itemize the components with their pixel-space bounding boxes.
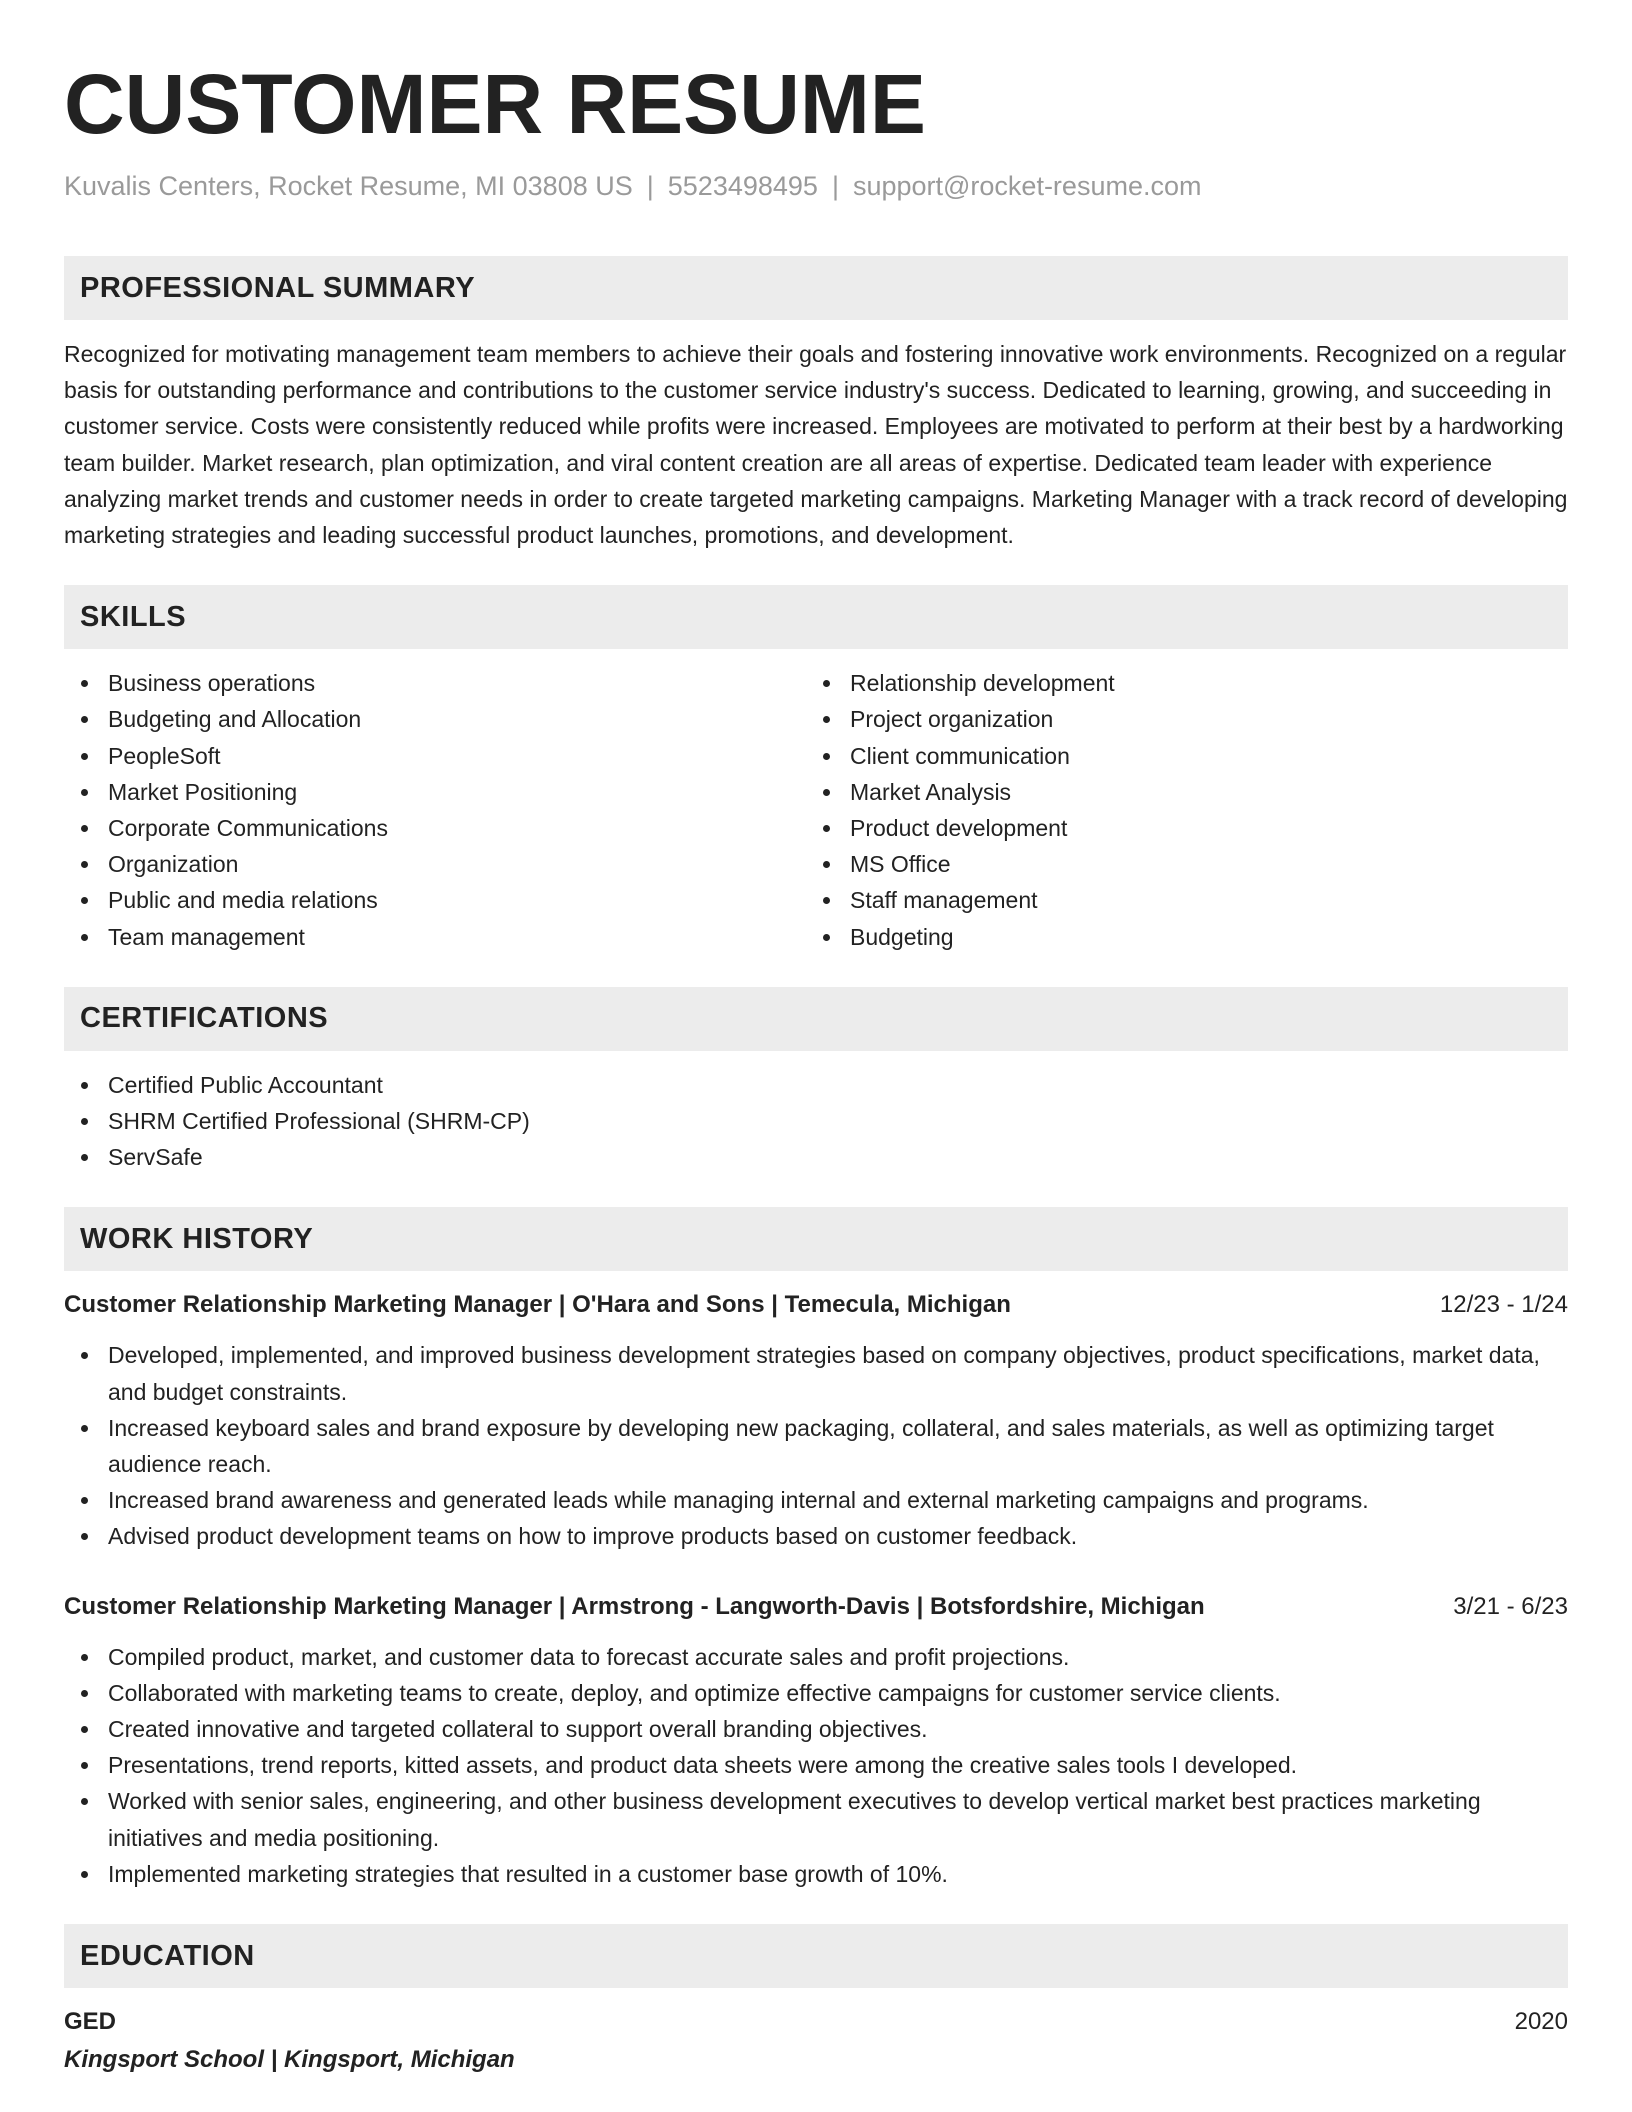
skill-item: Business operations [64,665,806,701]
skill-item: Market Positioning [64,774,806,810]
job-bullet: Implemented marketing strategies that resulted in a customer base growth of 10%. [64,1856,1568,1892]
job-bullet: Collaborated with marketing teams to create, deploy, and optimize effective campaigns for customer service clients. [64,1675,1568,1711]
job-title: Customer Relationship Marketing Manager | Armstrong - Langworth-Davis | Botsfordshire, Michigan [64,1592,1205,1620]
resume-title: CUSTOMER RESUME [64,57,926,151]
job-bullets [64,1337,1568,1554]
certifications-heading: CERTIFICATIONS [64,987,1568,1051]
certifications-list [64,1067,1568,1176]
contact-address: Kuvalis Centers, Rocket Resume, MI 03808 US [64,171,633,201]
contact-email: support@rocket-resume.com [852,171,1202,201]
job-bullets [64,1639,1568,1892]
skill-item: Team management [64,919,806,955]
job-bullet: Presentations, trend reports, kitted assets, and product data sheets were among the creative sales tools I developed. [64,1747,1568,1783]
education-year: 2020 [1514,2008,1568,2036]
job-bullet: Increased keyboard sales and brand exposure by developing new packaging, collateral, and sales materials, as well as optimizing target audience reach. [64,1410,1568,1482]
skill-item: Relationship development [806,665,1548,701]
education-school: Kingsport School | Kingsport, Michigan [64,2046,515,2074]
skill-item: Corporate Communications [64,810,806,846]
skill-item: Project organization [806,701,1548,737]
skill-item: Client communication [806,738,1548,774]
certification-item: SHRM Certified Professional (SHRM-CP) [64,1103,1568,1139]
education-header [64,2004,1568,2040]
job-bullet: Compiled product, market, and customer data to forecast accurate sales and profit projections. [64,1639,1568,1675]
skill-item: Budgeting and Allocation [64,701,806,737]
work-history-heading: WORK HISTORY [64,1207,1568,1271]
skill-item: MS Office [806,846,1548,882]
skill-item: PeopleSoft [64,738,806,774]
skills-column-right [806,665,1548,955]
skill-item: Organization [64,846,806,882]
skill-item: Budgeting [806,919,1548,955]
education-heading: EDUCATION [64,1924,1568,1988]
contact-separator: | [646,171,654,201]
contact-phone: 5523498495 [667,171,818,201]
skills-heading: SKILLS [64,585,1568,649]
job-bullet: Advised product development teams on how to improve products based on customer feedback. [64,1518,1568,1554]
contact-separator: | [831,171,839,201]
summary-text: Recognized for motivating management team members to achieve their goals and fostering innovative work environments. Recognized on a regular basis for outstanding performance and contributions to the customer service industry's success. Dedicated to learning, growing, and succeeding in customer service. Costs were consistently reduced while profits were increased. Employees are motivated to perform at their best by a hardworking team builder. Market research, plan optimization, and viral content creation are all areas of expertise. Dedicated team leader with experience analyzing market trends and customer needs in order to create targeted marketing campaigns. Marketing Manager with a track record of developing marketing strategies and leading successful product launches, promotions, and development. [64,341,1568,549]
job-bullet: Developed, implemented, and improved business development strategies based on company objectives, product specifications, market data, and budget constraints. [64,1337,1568,1409]
job-title: Customer Relationship Marketing Manager | O'Hara and Sons | Temecula, Michigan [64,1291,1011,1319]
job-bullet: Worked with senior sales, engineering, and other business development executives to develop vertical market best practices marketing initiatives and media positioning. [64,1783,1568,1855]
job-dates: 3/21 - 6/23 [1453,1592,1568,1620]
job-header [64,1287,1568,1323]
job-entry [64,1287,1568,1554]
education-degree: GED [64,2008,117,2036]
skills-column-left [64,665,806,955]
contact-line [64,168,1568,204]
skill-item: Product development [806,810,1548,846]
job-bullet: Increased brand awareness and generated leads while managing internal and external marketing campaigns and programs. [64,1482,1568,1518]
job-entry [64,1589,1568,1892]
job-bullet: Created innovative and targeted collateral to support overall branding objectives. [64,1711,1568,1747]
skills-list [64,665,1568,955]
certification-item: Certified Public Accountant [64,1067,1568,1103]
certification-item: ServSafe [64,1139,1568,1175]
job-dates: 12/23 - 1/24 [1439,1291,1568,1319]
summary-heading: PROFESSIONAL SUMMARY [64,256,1568,320]
skill-item: Public and media relations [64,882,806,918]
skill-item: Market Analysis [806,774,1548,810]
skill-item: Staff management [806,882,1548,918]
job-header [64,1589,1568,1625]
